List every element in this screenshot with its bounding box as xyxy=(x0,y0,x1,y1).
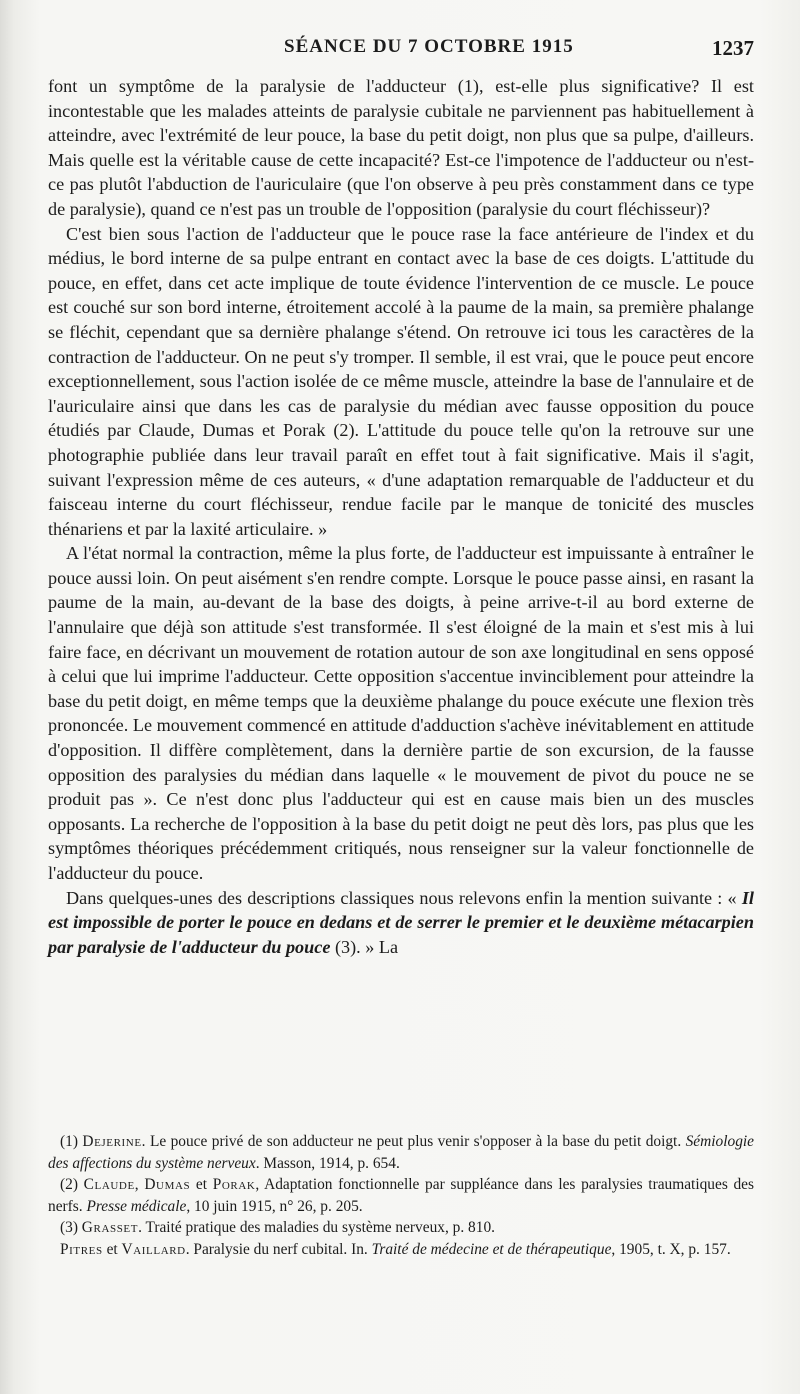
footnote-title: Presse médicale xyxy=(86,1197,187,1215)
paragraph-4-end: (3). » La xyxy=(330,936,399,957)
footnote-author: Dejerine xyxy=(82,1133,142,1150)
footnote-4 xyxy=(48,1239,754,1261)
running-head: SÉANCE DU 7 OCTOBRE 1915 xyxy=(284,36,574,57)
footnote-1 xyxy=(48,1131,754,1174)
footnote-separator: et xyxy=(190,1176,213,1193)
footnote-author: Dumas xyxy=(144,1176,191,1193)
footnote-author: Pitres xyxy=(60,1240,103,1258)
footnote-text: . Masson, 1914, p. 654. xyxy=(255,1154,400,1172)
footnote-separator: et xyxy=(102,1240,122,1258)
paragraph-4-quote: Il est impossible de porter le pouce en dedans et de serrer le premier et le deuxième métacarpien par paralysie de l'adducteur du pouce xyxy=(48,887,754,957)
paragraph-1: font un symptôme de la paralysie de l'adducteur (1), est-elle plus significative? Il est incontestable que les malades atteints de paralysie cubitale ne parviennent pas habituellement à atteindre, avec l'extrémité de leur pouce, la base du petit doigt, non plus que sa pulpe, d'ailleurs. Mais quelle est la véritable cause de cette incapacité? Est-ce l'impotence de l'adducteur ou n'est-ce pas plutôt l'abduction de l'auriculaire (que l'on observe à peu près constamment dans ce type de paralysie), quand ce n'est pas un trouble de l'opposition (paralysie du court fléchisseur)? xyxy=(48,76,754,219)
page-header xyxy=(48,36,754,66)
footnote-mark: (2) xyxy=(60,1176,84,1193)
footnote-text: . Traité pratique des maladies du système nerveux, p. 810. xyxy=(138,1219,495,1236)
footnote-text: . Paralysie du nerf cubital. In. xyxy=(185,1240,372,1258)
body-text xyxy=(48,74,754,959)
footnote-text: , 10 juin 1915, n° 26, p. 205. xyxy=(186,1197,363,1215)
paragraph-3: A l'état normal la contraction, même la plus forte, de l'adducteur est impuissante à entraîner le pouce aussi loin. On peut aisément s'en rendre compte. Lorsque le pouce passe ainsi, en rasant la paume de la main, au-devant de la base des doigts, à peine arrive-t-il au bord externe de l'annulaire que déjà son attitude s'est transformée. Il s'est éloigné de la main et s'est mis à lui faire face, en décrivant un mouvement de rotation autour de son axe longitudinal en sens opposé à celui que lui imprime l'adducteur. Cette opposition s'accentue invinciblement pour atteindre la base du petit doigt, en même temps que la deuxième phalange du pouce exécute une flexion très prononcée. Le mouvement commencé en attitude d'adduction s'achève inévitablement en attitude d'opposition. Il diffère complètement, dans la dernière partie de son excursion, de la fausse opposition des paralysies du médian dans laquelle « le mouvement de pivot du pouce ne se produit pas ». Ce n'est donc plus l'adducteur qui est en cause mais bien un des muscles opposants. La recherche de l'opposition à la base du petit doigt ne peut dès lors, pas plus que les symptômes théoriques précédemment critiqués, nous renseigner sur la valeur fonctionnelle de l'adducteur du pouce. xyxy=(48,543,754,883)
footnote-title: Traité de médecine et de thérapeutique xyxy=(371,1240,612,1258)
footnote-author: Grasset xyxy=(81,1219,139,1236)
footnote-text: . Le pouce privé de son adducteur ne peut plus venir s'opposer à la base du petit doigt. xyxy=(141,1133,686,1150)
paragraph-2: C'est bien sous l'action de l'adducteur que le pouce rase la face antérieure de l'index et du médius, le bord interne de sa pulpe entrant en contact avec la base de ces doigts. L'attitude du pouce, en effet, dans cet acte implique de toute évidence l'intervention de ce muscle. Le pouce est couché sur son bord interne, étroitement accolé à la paume de la main, sa première phalange se fléchit, cependant que sa dernière phalange s'étend. On retrouve ici tous les caractères de la contraction de l'adducteur. On ne peut s'y tromper. Il semble, il est vrai, que le pouce peut encore exceptionnellement, sous l'action isolée de ce même muscle, atteindre la base de l'annulaire et de l'auriculaire ainsi que dans les cas de paralysie du médian avec fausse opposition du pouce étudiés par Claude, Dumas et Porak (2). L'attitude du pouce telle qu'on la retrouve sur une photographie publiée dans leur travail paraît en effet tout à fait significative. Mais il s'agit, suivant l'expression même de ces auteurs, « d'une adaptation remarquable de l'adducteur et du faisceau interne du court fléchisseur, rendue facile par le manque de tonicité des muscles thénariens et par la laxité articulaire. » xyxy=(48,223,754,539)
footnote-author: Claude xyxy=(83,1176,135,1193)
footnote-mark: (1) xyxy=(60,1133,83,1150)
footnotes xyxy=(48,1131,754,1260)
footnote-author: Vaillard xyxy=(121,1240,186,1258)
footnote-3 xyxy=(48,1217,754,1239)
footnote-text: , Adaptation fonctionnelle par suppléance dans les paralysies traumatiques des nerfs. xyxy=(48,1176,754,1215)
footnote-mark: (3) xyxy=(60,1219,82,1236)
footnote-title: Sémiologie des affections du système nerveux xyxy=(48,1133,754,1172)
footnote-separator: , xyxy=(134,1176,145,1193)
footnote-text: , 1905, t. X, p. 157. xyxy=(611,1240,731,1258)
paragraph-4-start: Dans quelques-unes des descriptions classiques nous relevons enfin la mention suivante : « xyxy=(66,887,742,908)
footnote-author: Porak xyxy=(212,1176,256,1193)
footnote-2 xyxy=(48,1174,754,1217)
paragraph-4 xyxy=(48,886,754,960)
page-number: 1237 xyxy=(712,36,754,60)
